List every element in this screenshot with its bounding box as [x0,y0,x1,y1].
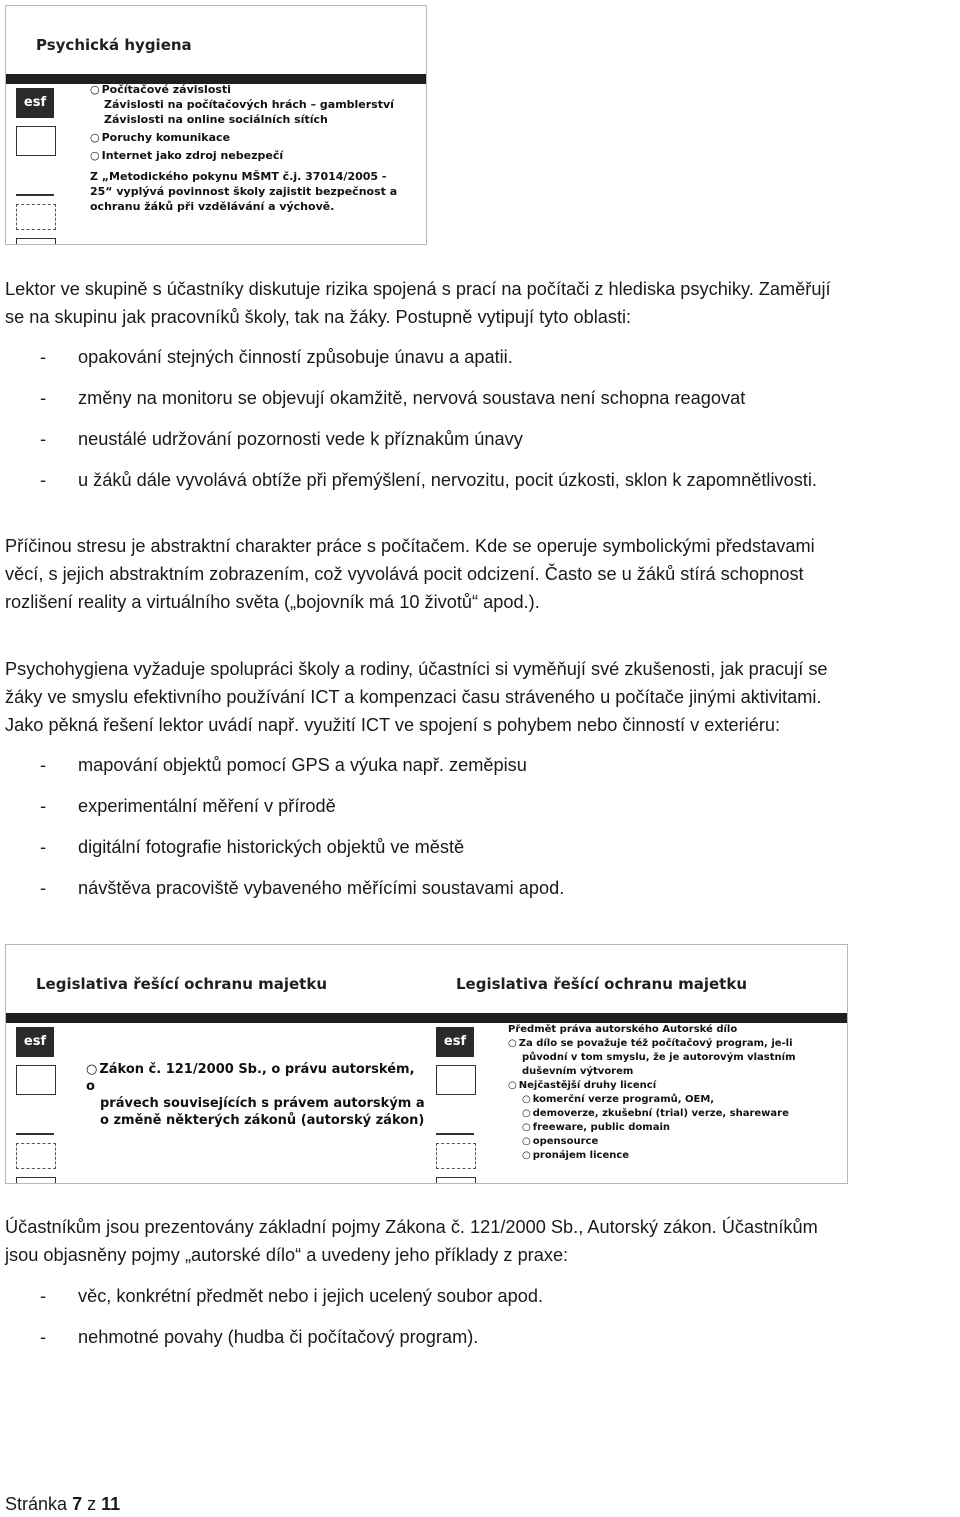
list-item: opakování stejných činností způsobuje únavu a apatii. [78,347,513,367]
list-item: digitální fotografie historických objektů ve městě [78,837,465,857]
text-line: Účastníkům jsou prezentovány základní pojmy Zákona č. 121/2000 Sb., Autorský zákon. Účastníkům [5,1217,818,1237]
stress-paragraph [5,532,955,616]
investice-logo [16,1177,56,1184]
bullet: původní v tom smyslu, že je autorovým vlastním [522,1052,796,1063]
page-footer [5,1494,120,1515]
bullet: ○ komerční verze programů, OEM, [508,1093,796,1107]
bullet: ○ Poruchy komunikace [90,130,397,145]
msmt-logo [16,1103,54,1135]
text-line: se na skupinu jak pracovníků školy, tak na žáky. Postupně vytipují tyto oblasti: [5,307,632,327]
bullet: ○ Nejčastější druhy licencí [508,1079,796,1093]
list-item: nehmotné povahy (hudba či počítačový program). [78,1327,479,1347]
bullet: o změně některých zákonů (autorský zákon) [100,1113,425,1128]
bullet: ○ Zákon č. 121/2000 Sb., o právu autorském, o [86,1061,427,1095]
esf-logo: esf [436,1027,474,1057]
text-line: rozlišení reality a virtuálního světa („bojovník má 10 životů“ apod.). [5,592,540,612]
bullet: ○ Počítačové závislosti [90,82,397,97]
copyright-paragraph [5,1213,955,1269]
text-line: Příčinou stresu je abstraktní charakter práce s počítačem. Kde se operuje symbolickými představami [5,536,815,556]
bullet: 25“ vyplývá povinnost školy zajistit bezpečnost a [90,185,398,198]
list-item: experimentální měření v přírodě [78,796,336,816]
eu-flag-logo [16,126,56,156]
bullet: ○ opensource [508,1135,796,1149]
bullet: ochranu žáků při vzdělávání a výchově. [90,200,335,213]
bullet: ○ demoverze, zkušební (trial) verze, shareware [508,1107,796,1121]
msmt-logo [16,164,54,196]
op-logo [16,204,56,230]
logo-column [16,88,60,245]
bullet: ○ pronájem licence [508,1149,796,1163]
esf-logo: esf [16,88,54,118]
list-item: mapování objektů pomocí GPS a výuka např. zeměpisu [78,755,527,775]
investice-logo [436,1177,476,1184]
op-logo [436,1143,476,1169]
eu-flag-logo [16,1065,56,1095]
psychohygiene-paragraph [5,655,955,739]
intro-paragraph [5,275,955,331]
slide-bullets [508,1023,796,1163]
bullet: Závislosti na počítačových hrách – gamblerství [104,98,394,111]
msmt-logo [436,1103,474,1135]
slide-bullets [90,82,397,214]
footer-sep: z [87,1494,97,1514]
text-line: jsou objasněny pojmy „autorské dílo“ a uvedeny jeho příklady z praxe: [5,1245,569,1265]
slide-title: Psychická hygiena [36,36,192,54]
esf-logo: esf [16,1027,54,1057]
slide-psychicka-hygiena [5,5,427,245]
slide-title: Legislativa řešící ochranu majetku [36,975,327,993]
list-item: u žáků dále vyvolává obtíže při přemýšlení, nervozitu, pocit úzkosti, sklon k zapomnětlivosti. [78,470,817,490]
bullet: ○ Za dílo se považuje též počítačový program, je-li [508,1037,796,1051]
list-item: změny na monitoru se objevují okamžitě, nervová soustava není schopna reagovat [78,388,746,408]
bullet: duševním výtvorem [522,1066,634,1077]
footer-prefix: Stránka [5,1494,68,1514]
slide-legislativa-right [426,944,848,1184]
list-item: návštěva pracoviště vybaveného měřícími soustavami apod. [78,878,565,898]
text-line: věcí, s jejich abstraktním zobrazením, což vyvolává pocit odcizení. Často se u žáků stírá schopnost [5,564,804,584]
text-line: Lektor ve skupině s účastníky diskutuje rizika spojená s prací na počítači z hlediska psychiky. Zaměřují [5,279,831,299]
op-logo [16,1143,56,1169]
text-line: Psychohygiena vyžaduje spolupráci školy a rodiny, účastníci si vyměňují své zkušenosti, jak pracují se [5,659,828,679]
bullet: právech souvisejících s právem autorským a [100,1096,425,1111]
slide-legislativa-left [5,944,427,1184]
footer-total: 11 [101,1494,121,1514]
bullet: Z „Metodického pokynu MŠMT č.j. 37014/2005 - [90,170,387,183]
list-item: věc, konkrétní předmět nebo i jejich ucelený soubor apod. [78,1286,544,1306]
slide-title: Legislativa řešící ochranu majetku [456,975,747,993]
slide-body [86,1061,427,1129]
list-item: neustálé udržování pozornosti vede k příznakům únavy [78,429,523,449]
eu-flag-logo [436,1065,476,1095]
bullet: ○ freeware, public domain [508,1121,796,1135]
bullet: ○ Internet jako zdroj nebezpečí [90,148,397,163]
bullet: Předmět práva autorského Autorské dílo [508,1024,738,1035]
bullet: Závislosti na online sociálních sítích [104,113,328,126]
investice-logo [16,238,56,245]
logo-column [436,1027,480,1184]
footer-page: 7 [72,1494,83,1514]
text-line: Jako pěkná řešení lektor uvádí např. využití ICT ve spojení s pohybem nebo činností v exteriéru: [5,715,781,735]
text-line: žáky ve smyslu efektivního používání ICT a kompenzaci času stráveného u počítače jinými aktivitami. [5,687,822,707]
logo-column [16,1027,60,1184]
